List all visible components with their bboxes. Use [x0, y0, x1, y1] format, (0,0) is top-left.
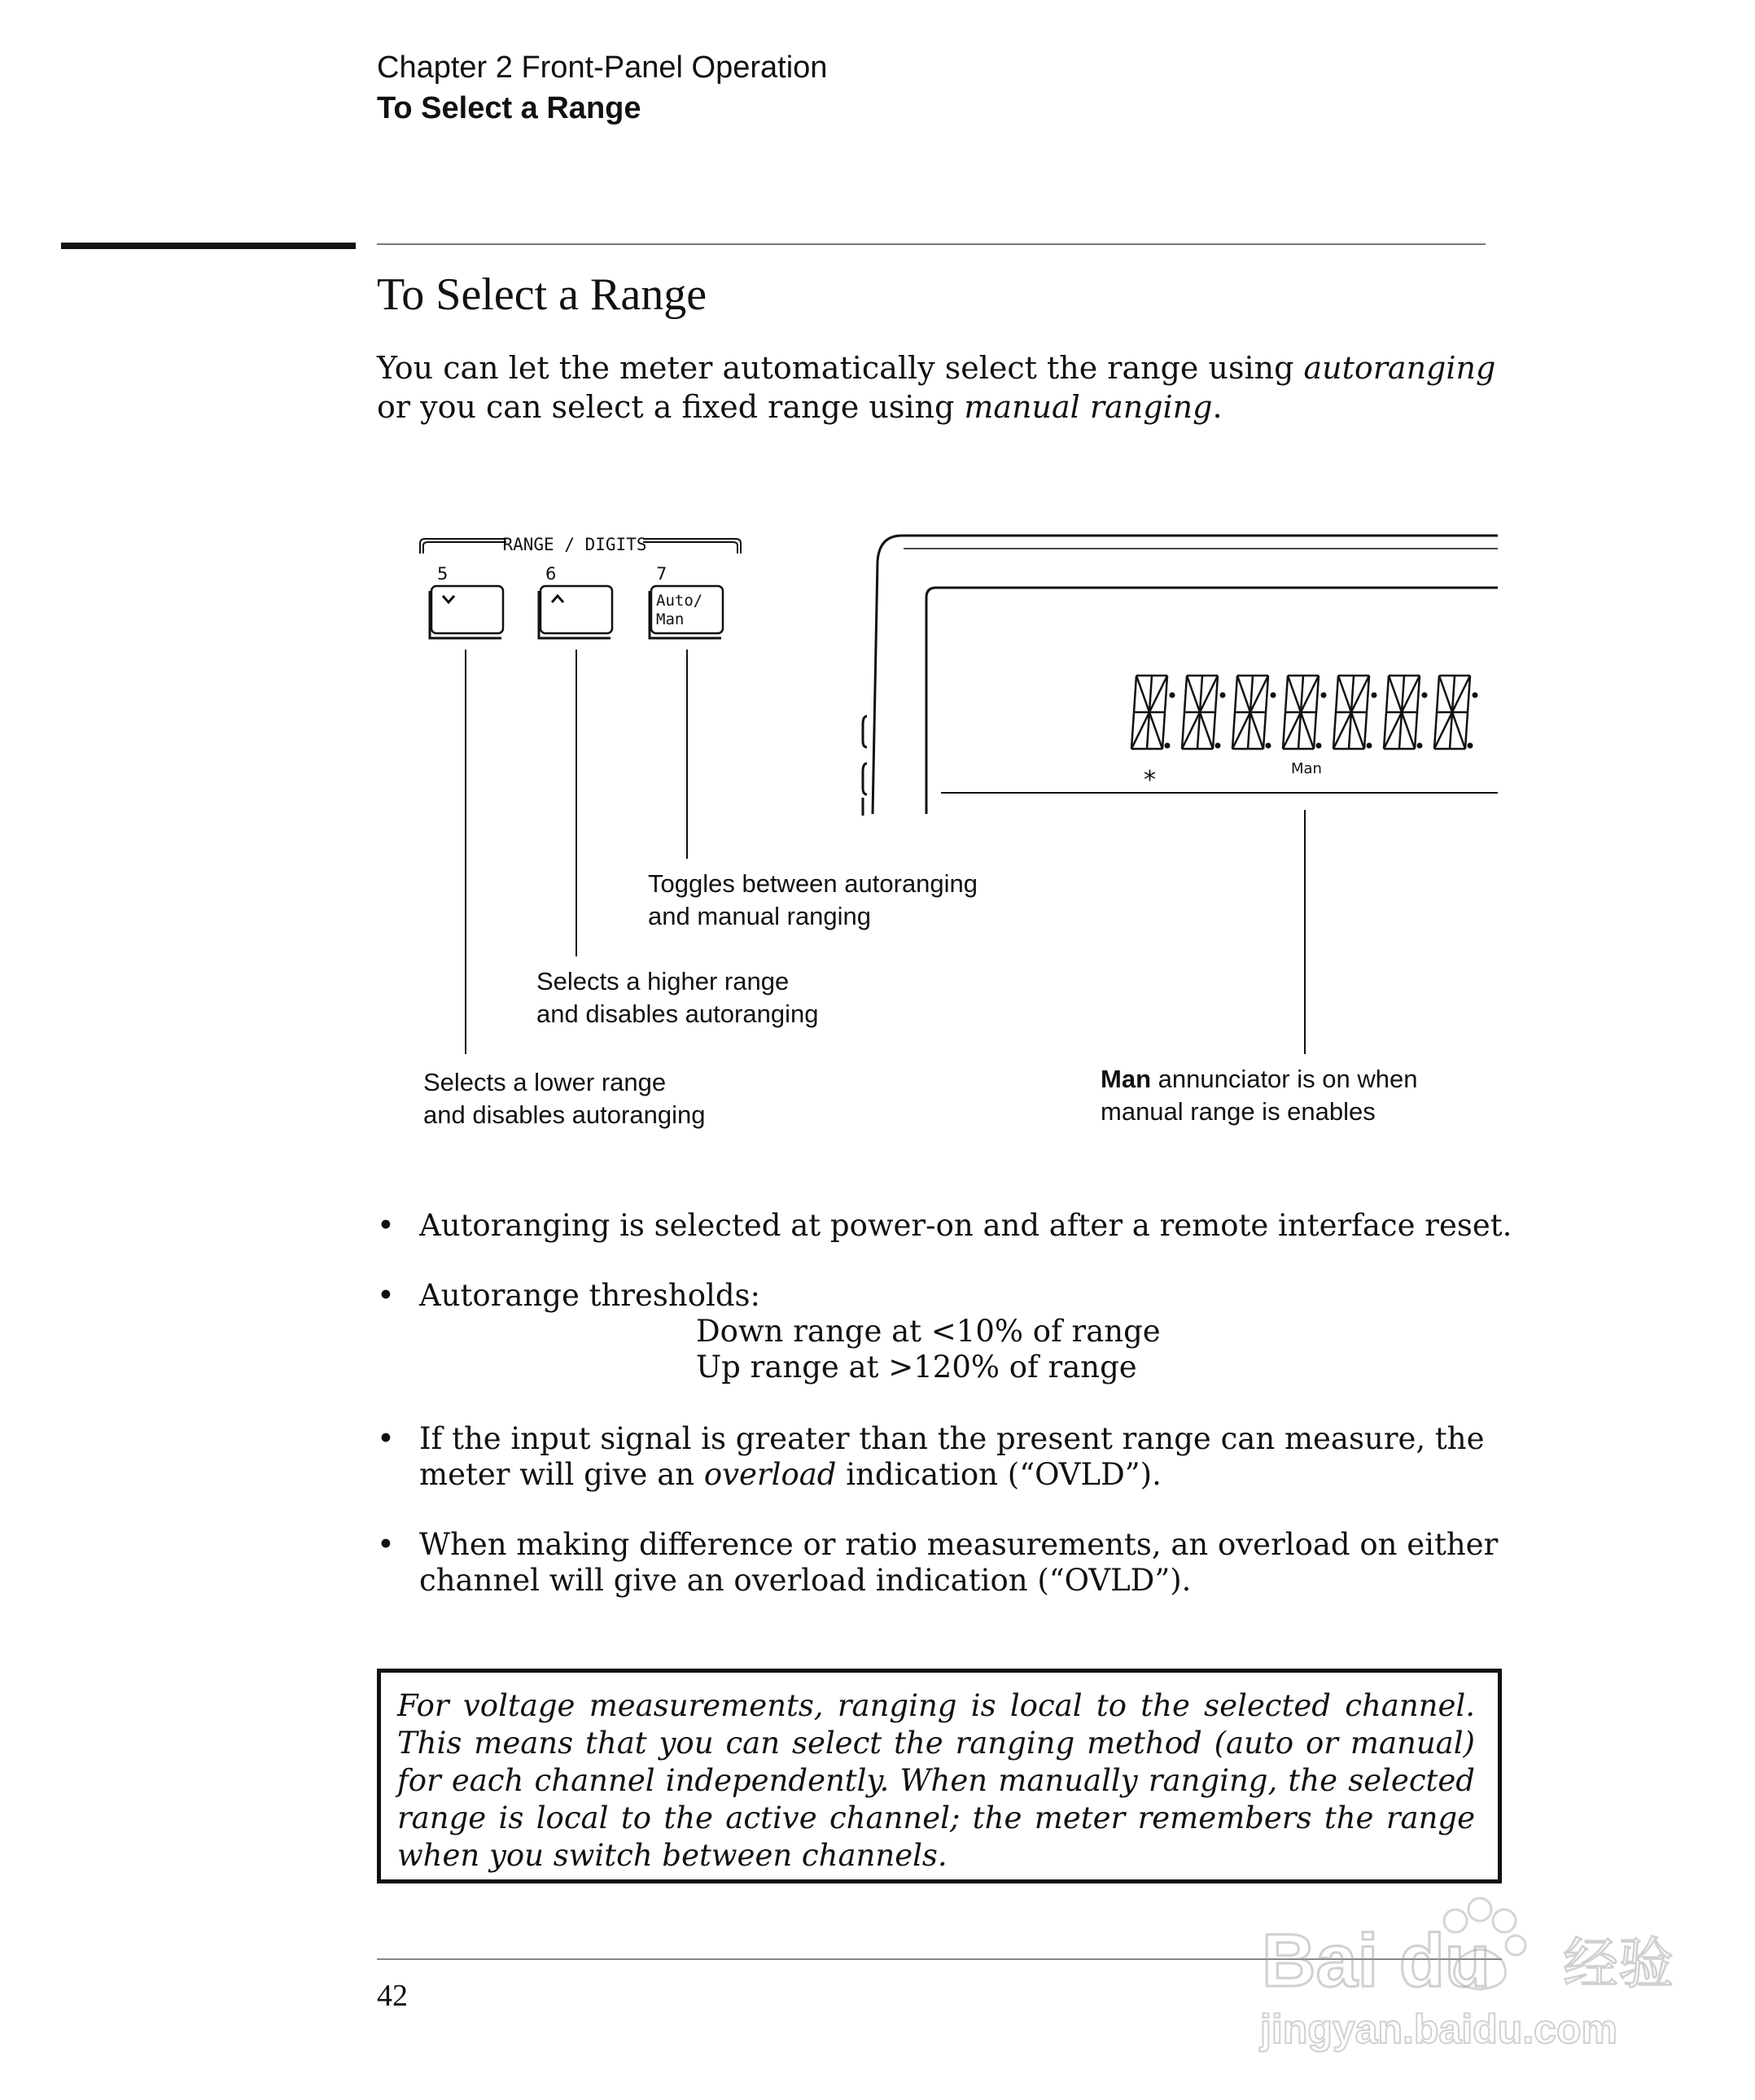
page-title: To Select a Range [377, 269, 707, 320]
range-down-key[interactable] [430, 586, 503, 638]
bullet-text-ratio: When making difference or ratio measurements, an overload on either channel will give an overload indication (“OVLD”). [419, 1527, 1499, 1598]
key-number-6: 6 [545, 564, 557, 584]
caption-man-line1 [1101, 1063, 1417, 1096]
caption-man-line2: manual range is enables [1101, 1097, 1376, 1126]
man-annunciator: Man [1291, 760, 1322, 777]
caption-range-up [536, 965, 818, 1030]
display-digit [1434, 676, 1478, 749]
running-header-section: To Select a Range [377, 91, 641, 125]
bezel-clips [863, 716, 867, 816]
page-number: 42 [377, 1979, 408, 2013]
caption-auto-man-line2: and manual ranging [648, 902, 872, 930]
overload-text-2: indication (“OVLD”). [836, 1457, 1162, 1492]
display-asterisk: * [1144, 766, 1156, 794]
intro-text-3: . [1212, 389, 1223, 425]
caption-range-up-line2: and disables autoranging [536, 1000, 819, 1028]
auto-man-key-label-2: Man [656, 610, 685, 628]
overload-emphasis: overload [703, 1457, 837, 1492]
display-digit [1333, 676, 1377, 749]
running-header-chapter: Chapter 2 Front-Panel Operation [377, 50, 828, 85]
front-panel-figure [407, 521, 1498, 1140]
caption-auto-man [648, 868, 978, 933]
section-divider [377, 243, 1486, 245]
intro-emphasis-manual-ranging: manual ranging [964, 389, 1213, 425]
bullet-dot: • [377, 1208, 395, 1243]
bullet-text-power-on: Autoranging is selected at power-on and after a remote interface reset. [419, 1208, 1512, 1243]
display-digit [1384, 676, 1428, 749]
bullet-text-thresholds [419, 1278, 1526, 1385]
caption-range-down-line1: Selects a lower range [423, 1068, 667, 1096]
display-digit [1131, 676, 1175, 749]
caption-auto-man-line1: Toggles between autoranging [648, 869, 978, 898]
threshold-up: Up range at >120% of range [696, 1350, 1137, 1385]
caption-range-down-line2: and disables autoranging [423, 1100, 706, 1129]
auto-man-key-label-1: Auto/ [656, 592, 703, 610]
intro-paragraph [377, 348, 1500, 427]
watermark-suffix: 经验 [1563, 1932, 1674, 1997]
range-up-key[interactable] [539, 586, 612, 638]
caption-man-rest: annunciator is on when [1151, 1065, 1418, 1093]
range-digits-label: RANGE / DIGITS [502, 535, 647, 554]
margin-bar [61, 243, 356, 249]
thresholds-heading: Autorange thresholds: [419, 1278, 760, 1313]
key-number-5: 5 [437, 564, 449, 584]
bullet-dot: • [377, 1527, 395, 1562]
watermark-brand: Bai du [1262, 1919, 1491, 2002]
display-digit [1283, 676, 1327, 749]
baidu-watermark [1254, 1888, 1677, 2059]
display-digit [1232, 676, 1276, 749]
caption-range-down [423, 1066, 705, 1131]
caption-man-annunciator [1101, 1063, 1417, 1128]
intro-text-1: You can let the meter automatically select the range using [377, 350, 1304, 386]
key-number-7: 7 [656, 564, 667, 584]
watermark-url: jingyan.baidu.com [1260, 2006, 1617, 2052]
threshold-down: Down range at <10% of range [696, 1314, 1161, 1349]
bullet-dot: • [377, 1278, 395, 1313]
bullet-text-overload [419, 1421, 1526, 1493]
bullet-dot: • [377, 1421, 395, 1456]
intro-emphasis-autoranging: autoranging [1303, 350, 1496, 386]
caption-range-up-line1: Selects a higher range [536, 967, 790, 995]
caption-man-bold: Man [1101, 1065, 1151, 1093]
segment-display [1131, 676, 1478, 749]
intro-text-2: or you can select a fixed range using [377, 389, 965, 425]
overload-text-1: If the input signal is greater than the present range can measure, the meter will give an [419, 1421, 1485, 1492]
display-digit [1182, 676, 1226, 749]
note-box: For voltage measurements, ranging is local to the selected channel. This means that you can select the ranging method (auto or manual) for each channel independently. When manually ranging, the selected range is local to the active channel; the meter remembers the range when you switch between channels. [377, 1669, 1502, 1883]
